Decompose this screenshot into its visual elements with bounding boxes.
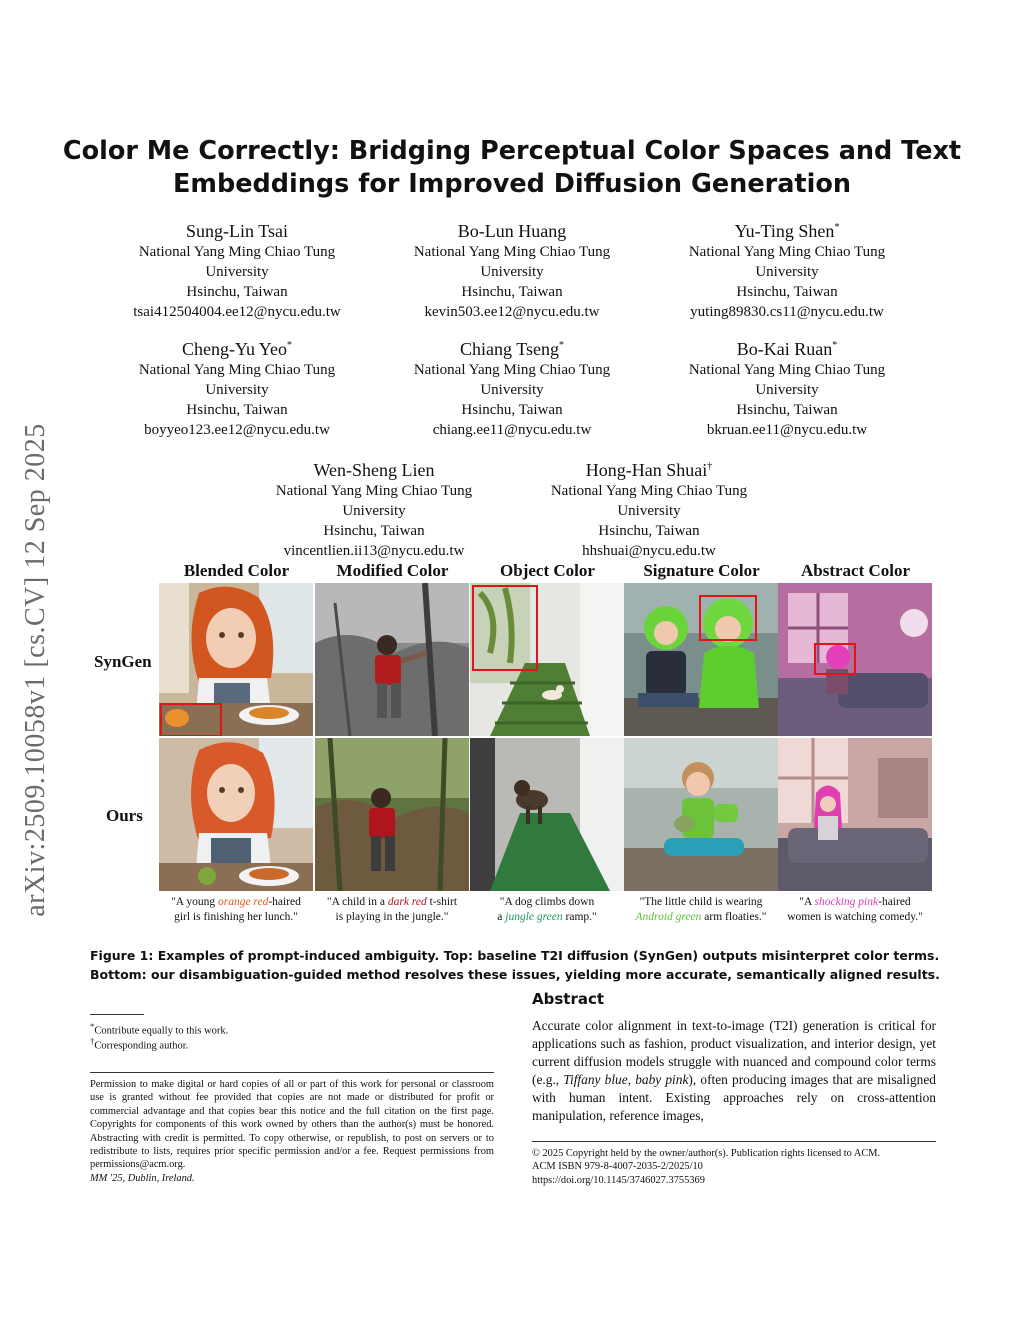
image-ours-blended [159,738,313,891]
author-email[interactable]: kevin503.ee12@nycu.edu.tw [424,304,600,320]
row-label-ours: Ours [106,806,143,825]
permission-notice [90,1078,494,1185]
author-8 [499,456,799,561]
author-affiliation-2: University [205,382,269,398]
author-location: Hsinchu, Taiwan [736,284,838,300]
column-header-1: Blended Color [183,561,290,580]
author-mark: * [834,222,840,233]
author-email[interactable]: vincentlien.ii13@nycu.edu.tw [283,543,465,559]
author-name: Chiang Tseng* [460,339,564,359]
color-term: orange red [217,896,269,908]
abstract-part-a: Accurate color alignment in text-to-image (T2I) generation is critical for applications such as fashion, product visualization, and interior design, yet current diffusion models struggle with nuanced and compound color terms (e.g., [532,1018,936,1087]
image-syngen-blended [159,583,313,736]
author-location: Hsinchu, Taiwan [461,402,563,418]
author-affiliation: National Yang Ming Chiao Tung [688,362,886,378]
author-3 [637,217,937,322]
image-syngen-modified [315,583,469,736]
footnote-rule [90,1014,144,1015]
footnote-corresponding [90,1034,188,1054]
image-syngen-object [470,583,624,736]
arxiv-sidebar-id: arXiv:2509.10058v1 [cs.CV] 12 Sep 2025 [20,423,51,917]
author-affiliation-2: University [480,264,544,280]
highlight-box [472,585,538,671]
permission-rule [90,1072,494,1073]
venue-line: MM '25, Dublin, Ireland. [90,1172,195,1184]
author-location: Hsinchu, Taiwan [461,284,563,300]
author-affiliation: National Yang Ming Chiao Tung [413,362,611,378]
author-mark: * [832,340,838,351]
author-affiliation-2: University [755,382,819,398]
author-affiliation-2: University [205,264,269,280]
color-term: Android green [635,911,702,923]
image-caption-3: "A dog climbs down a jungle green ramp." [497,896,597,923]
author-5 [362,335,662,440]
abstract-em-2: baby pink [635,1072,689,1087]
color-term: shocking pink [814,896,879,908]
footnote-contrib-text: Contribute equally to this work. [94,1025,229,1037]
author-location: Hsinchu, Taiwan [736,402,838,418]
author-email[interactable]: tsai412504004.ee12@nycu.edu.tw [133,304,341,320]
author-affiliation: National Yang Ming Chiao Tung [688,244,886,260]
author-email[interactable]: yuting89830.cs11@nycu.edu.tw [690,304,884,320]
column-header-3: Object Color [500,561,595,580]
author-1 [87,217,387,322]
author-name: Wen-Sheng Lien [313,460,435,480]
author-email[interactable]: bkruan.ee11@nycu.edu.tw [706,422,868,438]
abstract-part-c: ), often producing images that are misaligned with human intent. Existing approaches rely on cross-attention manipulation, reference images, [532,1072,936,1123]
author-mark: * [558,340,564,351]
author-affiliation-2: University [755,264,819,280]
author-2 [362,217,662,322]
author-location: Hsinchu, Taiwan [186,284,288,300]
copyright-line: © 2025 Copyright held by the owner/author(s). Publication rights licensed to ACM. [532,1148,881,1159]
author-affiliation: National Yang Ming Chiao Tung [138,362,336,378]
column-header-4: Signature Color [643,561,760,580]
image-caption-4: "The little child is wearing Android green arm floaties." [635,896,767,923]
author-email[interactable]: boyyeo123.ee12@nycu.edu.tw [144,422,330,438]
abstract-part-b: , [627,1072,636,1087]
author-mark: * [287,340,292,351]
image-caption-2: "A child in a dark red t-shirt is playing in the jungle." [326,896,458,923]
color-term: dark red [387,896,427,908]
image-ours-signature [624,738,778,891]
author-name: Bo-Kai Ruan* [736,339,838,359]
abstract-heading: Abstract [532,990,605,1008]
image-caption-5: "A shocking pink-haired women is watching comedy." [787,896,923,923]
author-affiliation-2: University [480,382,544,398]
image-syngen-signature [624,583,778,736]
abstract-em-1: Tiffany blue [563,1072,628,1087]
image-ours-abstract [778,738,932,891]
author-affiliation: National Yang Ming Chiao Tung [550,483,748,499]
author-affiliation: National Yang Ming Chiao Tung [138,244,336,260]
author-email[interactable]: chiang.ee11@nycu.edu.tw [432,422,592,438]
author-name: Cheng-Yu Yeo* [181,339,292,359]
image-ours-object [470,738,624,891]
doi-line: https://doi.org/10.1145/3746027.3755369 [532,1174,705,1186]
copyright-block [532,1147,936,1187]
copyright-rule [532,1141,936,1142]
author-name: Yu-Ting Shen* [734,221,840,241]
highlight-box [160,703,222,736]
highlight-box [699,595,757,641]
image-caption-1: "A young orange red-haired girl is finishing her lunch." [171,896,301,923]
author-name: Sung-Lin Tsai [186,221,288,241]
author-affiliation: National Yang Ming Chiao Tung [275,483,473,499]
paper-title [60,135,964,201]
image-syngen-abstract [778,583,932,736]
author-name: Hong-Han Shuai† [585,460,713,480]
abstract-text [532,1017,936,1125]
author-location: Hsinchu, Taiwan [323,523,425,539]
color-term: jungle green [505,911,563,923]
author-mark: † [707,461,713,472]
footnote-corr-text: Corresponding author. [94,1040,189,1052]
column-header-2: Modified Color [336,561,449,580]
column-header-5: Abstract Color [800,561,911,580]
figure-caption: Figure 1: Examples of prompt-induced ambiguity. Top: baseline T2I diffusion (SynGen) outputs misinterpret color terms. Bottom: our disambiguation-guided method resolves these issues, yielding more accurate, semantically aligned results. [90,948,940,982]
author-affiliation-2: University [617,503,681,519]
title-line-1: Color Me Correctly: Bridging Perceptual Color Spaces and Text [62,136,962,166]
author-7 [224,456,524,561]
author-email[interactable]: hhshuai@nycu.edu.tw [582,543,716,559]
highlight-box [814,643,856,675]
row-label-syngen: SynGen [94,652,152,671]
image-ours-modified [315,738,469,891]
isbn-line: ACM ISBN 979-8-4007-2035-2/2025/10 [532,1161,703,1173]
author-location: Hsinchu, Taiwan [186,402,288,418]
footnote-mark: † [90,1036,95,1046]
footnote-mark: * [90,1021,95,1031]
author-6 [637,335,937,440]
author-affiliation-2: University [342,503,406,519]
author-name: Bo-Lun Huang [457,221,567,241]
author-location: Hsinchu, Taiwan [598,523,700,539]
permission-text: Permission to make digital or hard copies of all or part of this work for personal or classroom use is granted without fee provided that copies are not made or distributed for profit or commercial advantage and that copies bear this notice and the full citation on the first page. Copyrights for components of this work owned by others than the author(s) must be honored. Abstracting with credit is permitted. To copy otherwise, or republish, to post on servers or to redistribute to lists, requires prior specific permission and/or a fee. Request permissions from permissions@acm.org. [90,1079,494,1171]
title-line-2: Embeddings for Improved Diffusion Generation [172,169,852,199]
author-affiliation: National Yang Ming Chiao Tung [413,244,611,260]
author-4 [87,335,387,440]
